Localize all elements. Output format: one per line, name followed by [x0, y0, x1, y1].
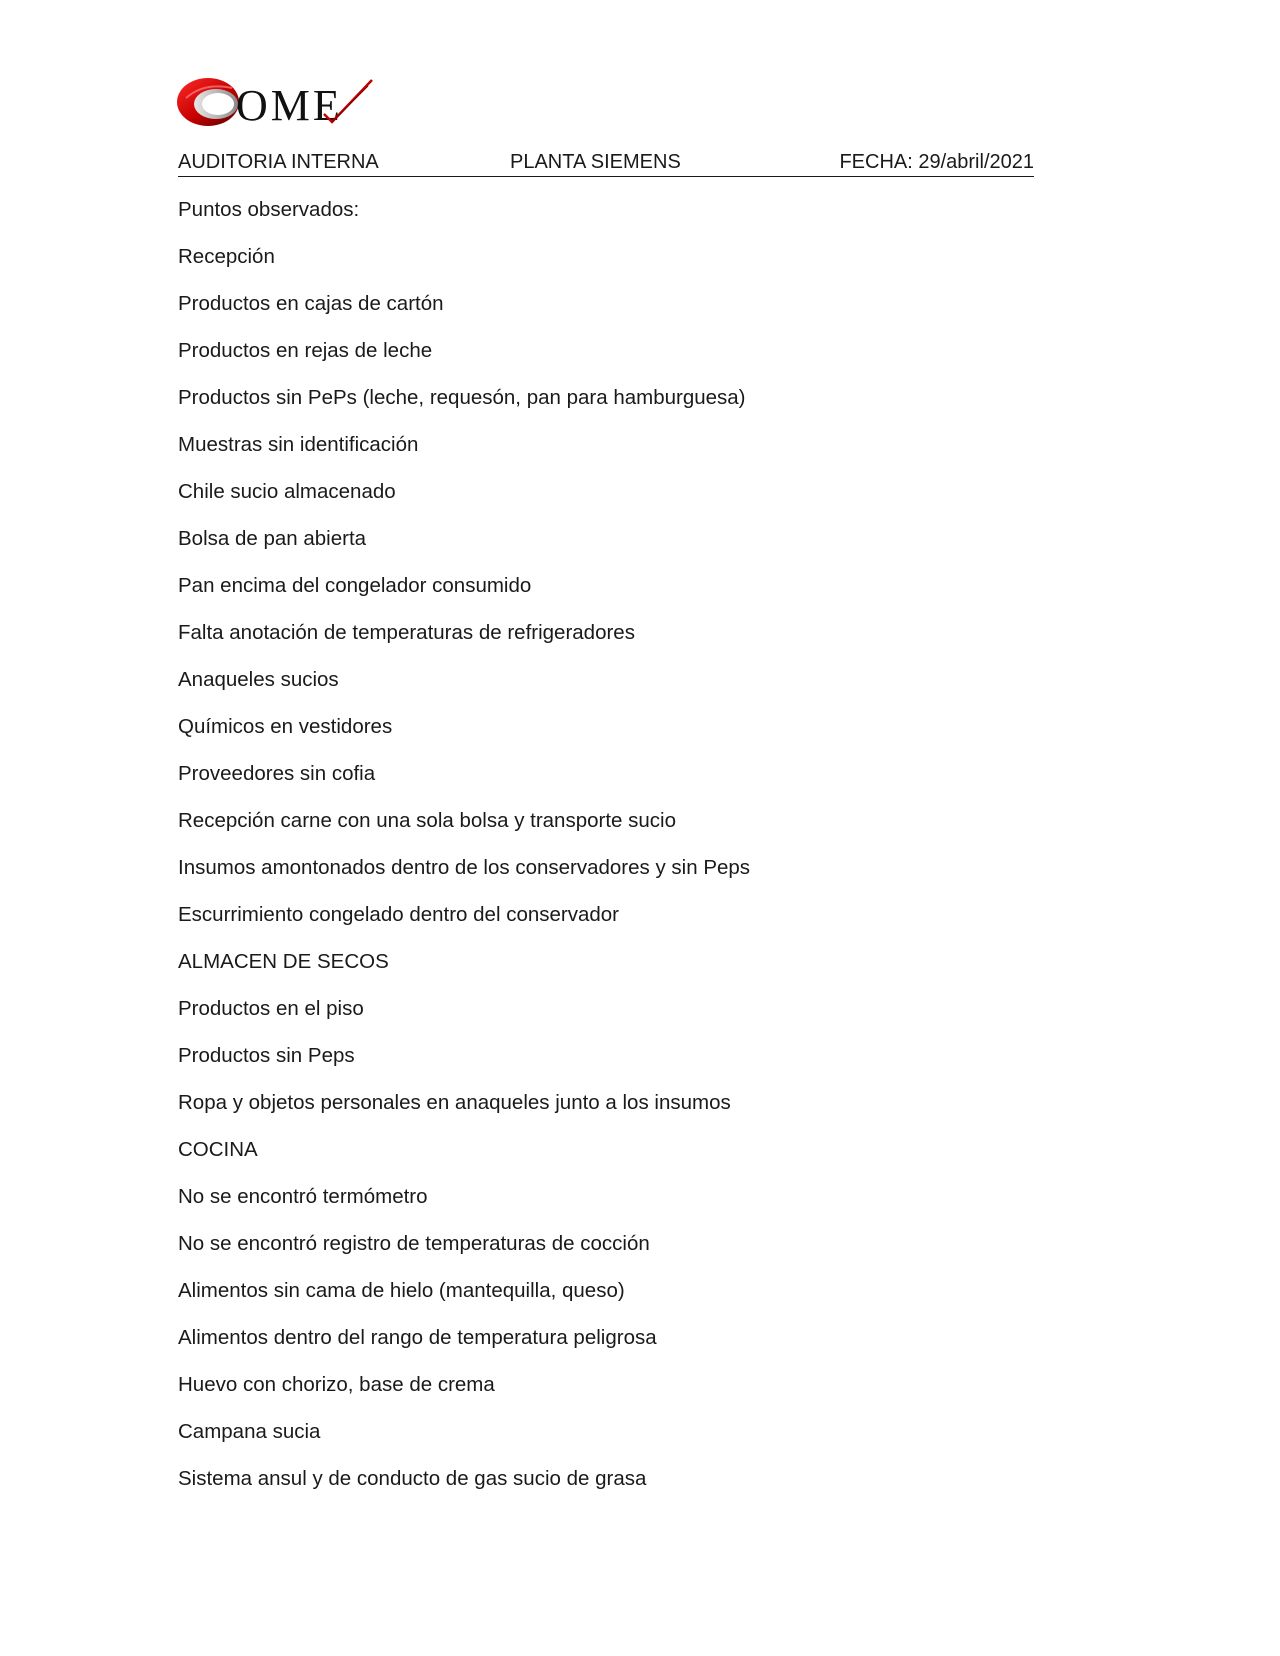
list-item: Escurrimiento congelado dentro del conservador [178, 903, 620, 926]
list-item: Falta anotación de temperaturas de refrigeradores [178, 621, 635, 644]
list-item: No se encontró registro de temperaturas de cocción [178, 1232, 650, 1255]
section-heading: COCINA [178, 1138, 258, 1161]
list-item: Campana sucia [178, 1420, 321, 1443]
observation-list [178, 196, 750, 1512]
list-item: Productos sin PePs (leche, requesón, pan para hamburguesa) [178, 386, 746, 409]
list-item: Bolsa de pan abierta [178, 527, 367, 550]
logo-text: OME [236, 81, 343, 130]
list-item: Anaqueles sucios [178, 668, 339, 691]
section-heading: Recepción [178, 245, 275, 268]
list-heading: Puntos observados: [178, 198, 360, 221]
section-heading: ALMACEN DE SECOS [178, 950, 389, 973]
list-item: Productos en rejas de leche [178, 339, 433, 362]
list-item: No se encontró termómetro [178, 1185, 428, 1208]
list-item: Recepción carne con una sola bolsa y transporte sucio [178, 809, 676, 832]
list-item: Ropa y objetos personales en anaqueles junto a los insumos [178, 1091, 731, 1114]
list-item: Químicos en vestidores [178, 715, 393, 738]
list-item: Huevo con chorizo, base de crema [178, 1373, 495, 1396]
list-item: Alimentos dentro del rango de temperatura peligrosa [178, 1326, 657, 1349]
list-item: Sistema ansul y de conducto de gas sucio de grasa [178, 1467, 647, 1490]
list-item: Alimentos sin cama de hielo (mantequilla, queso) [178, 1279, 625, 1302]
list-item: Proveedores sin cofia [178, 762, 376, 785]
header-audit-type: AUDITORIA INTERNA [178, 151, 379, 173]
header-date: FECHA: 29/abril/2021 [839, 151, 1034, 173]
list-item: Productos sin Peps [178, 1044, 355, 1067]
document-header [178, 150, 1034, 177]
list-item: Insumos amontonados dentro de los conservadores y sin Peps [178, 856, 751, 879]
list-item: Pan encima del congelador consumido [178, 574, 532, 597]
list-item: Muestras sin identificación [178, 433, 419, 456]
header-plant: PLANTA SIEMENS [510, 151, 681, 173]
company-logo [176, 72, 376, 130]
list-item: Chile sucio almacenado [178, 480, 396, 503]
list-item: Productos en cajas de cartón [178, 292, 444, 315]
list-item: Productos en el piso [178, 997, 364, 1020]
